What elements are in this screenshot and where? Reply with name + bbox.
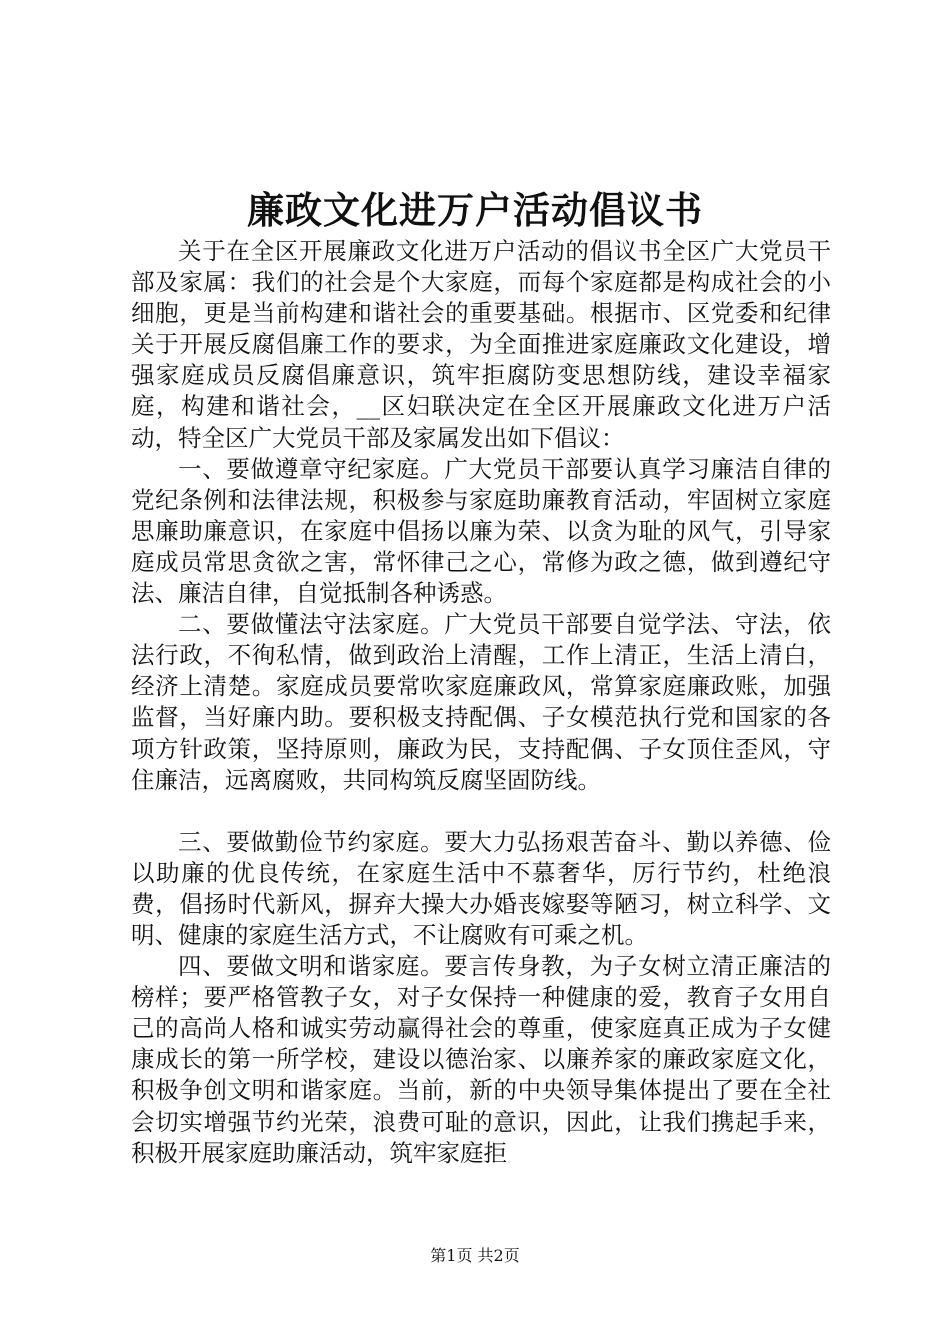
document-title: 廉政文化进万户活动倡议书 bbox=[247, 188, 703, 232]
paragraph-item-1: 一、要做遵章守纪家庭。广大党员干部要认真学习廉洁自律的党纪条例和法律法规，积极参与家庭助廉教育活动，牢固树立家庭思廉助廉意识，在家庭中倡扬以廉为荣、以贪为耻的风气，引导家庭成员常思贪欲之害，常怀律己之心，常修为政之德，做到遵纪守法、廉洁自律，自觉抵制各种诱惑。 bbox=[131, 454, 831, 608]
paragraph-intro: 关于在全区开展廉政文化进万户活动的倡议书全区广大党员干部及家属：我们的社会是个大家庭，而每个家庭都是构成社会的小细胞，更是当前构建和谐社会的重要基础。根据市、区党委和纪律关于开展反腐倡廉工作的要求，为全面推进家庭廉政文化建设，增强家庭成员反腐倡廉意识，筑牢拒腐防变思想防线，建设幸福家庭，构建和谐社会，__区妇联决定在全区开展廉政文化进万户活动，特全区广大党员干部及家属发出如下倡议： bbox=[131, 237, 831, 452]
document-body bbox=[131, 236, 831, 1169]
paragraph-item-2: 二、要做懂法守法家庭。广大党员干部要自觉学法、守法，依法行政，不徇私情，做到政治上清醒，工作上清正，生活上清白，经济上清楚。家庭成员要常吹家庭廉政风，常算家庭廉政账，加强监督，当好廉内助。要积极支持配偶、子女模范执行党和国家的各项方针政策，坚持原则，廉政为民，支持配偶、子女顶住歪风，守住廉洁，远离腐败，共同构筑反腐坚固防线。 bbox=[131, 610, 831, 794]
paragraph-item-3: 三、要做勤俭节约家庭。要大力弘扬艰苦奋斗、勤以养德、俭以助廉的优良传统，在家庭生活中不慕奢华，厉行节约，杜绝浪费，倡扬时代新风，摒弃大操大办婚丧嫁娶等陋习，树立科学、文明、健康的家庭生活方式，不让腐败有可乘之机。 bbox=[131, 827, 831, 949]
page-footer: 第1页 共2页 bbox=[430, 1246, 520, 1265]
paragraph-item-4: 四、要做文明和谐家庭。要言传身教，为子女树立清正廉洁的榜样；要严格管教子女，对子女保持一种健康的爱，教育子女用自己的高尚人格和诚实劳动赢得社会的尊重，使家庭真正成为子女健康成长的第一所学校，建设以德治家、以廉养家的廉政家庭文化，积极争创文明和谐家庭。当前，新的中央领导集体提出了要在全社会切实增强节约光荣，浪费可耻的意识，因此，让我们携起手来，积极开展家庭助廉活动，筑牢家庭拒 bbox=[131, 952, 831, 1167]
